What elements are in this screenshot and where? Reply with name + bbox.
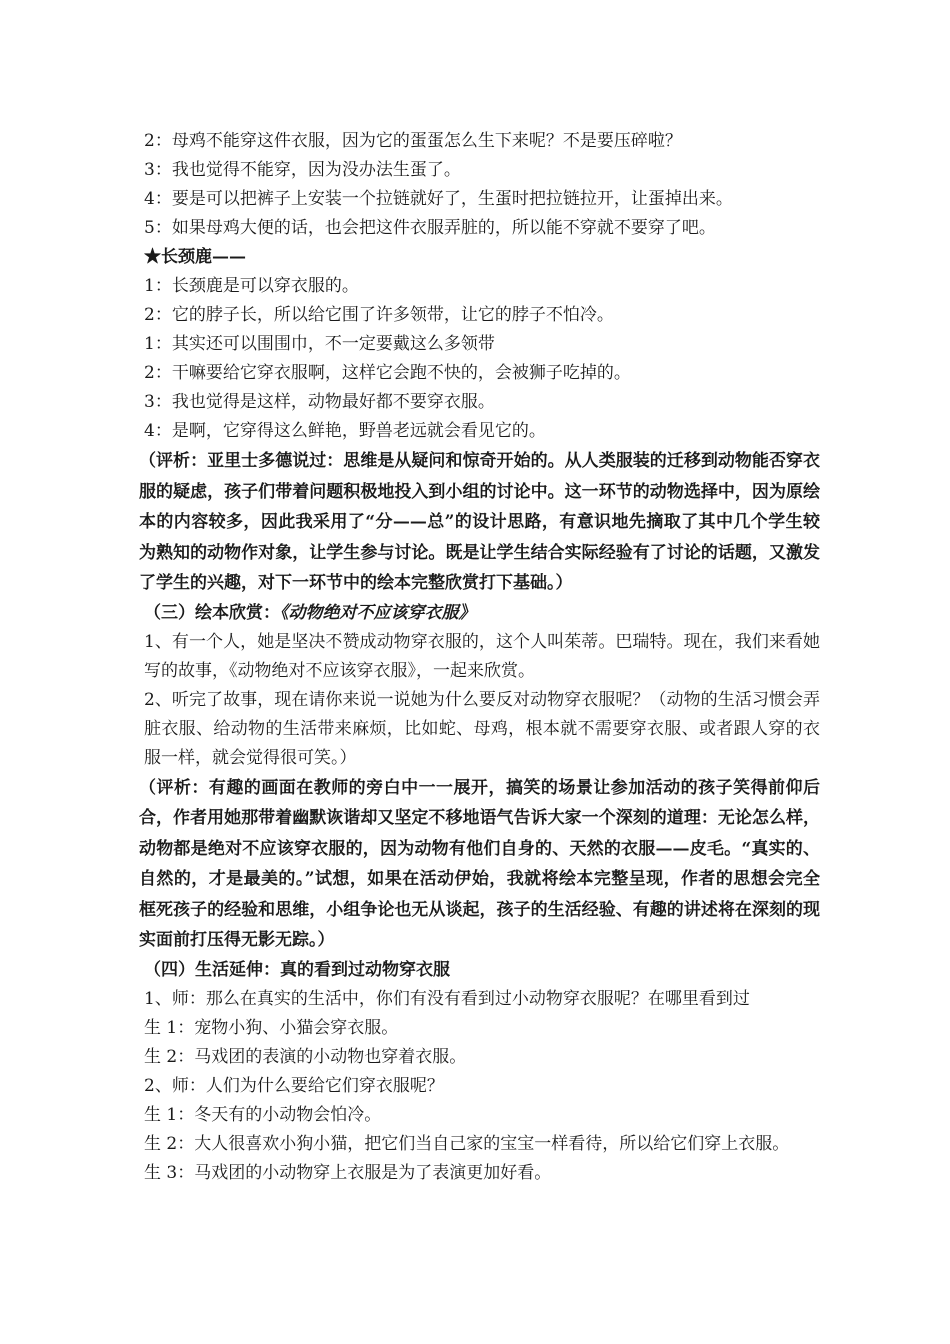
section-3-paragraph-1: 1、有一个人，她是坚决不赞成动物穿衣服的，这个人叫茱蒂。巴瑞特。现在，我们来看她写的故事，《动物绝对不应该穿衣服》，一起来欣赏。: [144, 631, 820, 681]
section-3-paragraph-2: 2、听完了故事，现在请你来说一说她为什么要反对动物穿衣服呢？（动物的生活习惯会弄脏衣服、给动物的生活带来麻烦，比如蛇、母鸡，根本就不需要穿衣服、或者跟人穿的衣服一样，就会觉得很可笑。）: [144, 689, 820, 768]
section-3-prefix: （三）绘本欣赏：: [144, 602, 280, 623]
life-line: 生 1：冬天有的小动物会怕冷。: [144, 1104, 382, 1125]
document-body: [139, 127, 820, 1188]
giraffe-line: 1：长颈鹿是可以穿衣服的。: [144, 276, 359, 296]
life-line: 1、师：那么在真实的生活中，你们有没有看到过小动物穿衣服呢？在哪里看到过: [144, 988, 750, 1009]
giraffe-line: 1：其实还可以围围巾，不一定要戴这么多领带: [144, 334, 495, 354]
hen-line-2: 2：母鸡不能穿这件衣服，因为它的蛋蛋怎么生下来呢？不是要压碎啦？: [144, 131, 682, 151]
giraffe-line: 2：干嘛要给它穿衣服啊，这样它会跑不快的，会被狮子吃掉的。: [144, 363, 631, 383]
section-3-book-title: 《动物绝对不应该穿衣服》: [280, 602, 476, 623]
life-line: 2、师：人们为什么要给它们穿衣服呢？: [144, 1075, 444, 1096]
life-line: 生 2：马戏团的表演的小动物也穿着衣服。: [144, 1046, 467, 1067]
life-paragraph: 生 2：大人很喜欢小狗小猫，把它们当自己家的宝宝一样看待，所以给它们穿上衣服。: [144, 1133, 790, 1154]
giraffe-line: 3：我也觉得是这样，动物最好都不要穿衣服。: [144, 392, 495, 412]
section-4-heading: （四）生活延伸：真的看到过动物穿衣服: [144, 959, 450, 980]
hen-line-5: 5：如果母鸡大便的话，也会把这件衣服弄脏的，所以能不穿就不要穿了吧。: [144, 218, 716, 238]
hen-line-4: 4：要是可以把裤子上安装一个拉链就好了，生蛋时把拉链拉开，让蛋掉出来。: [144, 189, 733, 209]
life-line-last: 生 3：马戏团的小动物穿上衣服是为了表演更加好看。: [144, 1162, 552, 1183]
section-3-heading: [144, 599, 820, 628]
giraffe-line: 2：它的脖子长，所以给它围了许多领带，让它的脖子不怕冷。: [144, 305, 614, 325]
hen-line-3: 3：我也觉得不能穿，因为没办法生蛋了。: [144, 160, 461, 180]
life-line: 生 1：宠物小狗、小猫会穿衣服。: [144, 1017, 399, 1038]
evaluation-paragraph-1: （评析：亚里士多德说过：思维是从疑问和惊奇开始的。从人类服装的迁移到动物能否穿衣服的疑虑，孩子们带着问题积极地投入到小组的讨论中。这一环节的动物选择中，因为原绘本的内容较多，因此我采用了“分——总”的设计思路，有意识地先摘取了其中几个学生较为熟知的动物作对象，让学生参与讨论。既是让学生结合实际经验有了讨论的话题，又激发了学生的兴趣，对下一环节中的绘本完整欣赏打下基础。）: [139, 451, 820, 593]
evaluation-paragraph-2: （评析：有趣的画面在教师的旁白中一一展开，搞笑的场景让参加活动的孩子笑得前仰后合，作者用她那带着幽默诙谐却又坚定不移地语气告诉大家一个深刻的道理：无论怎么样，动物都是绝对不应该穿衣服的，因为动物有他们自身的、天然的衣服——皮毛。“真实的、自然的，才是最美的。”试想，如果在活动伊始，我就将绘本完整呈现，作者的思想会完全框死孩子的经验和思维，小组争论也无从谈起，孩子的生活经验、有趣的讲述将在深刻的现实面前打压得无影无踪。）: [139, 777, 820, 950]
giraffe-line: 4：是啊，它穿得这么鲜艳，野兽老远就会看见它的。: [144, 421, 546, 441]
giraffe-heading: ★长颈鹿——: [144, 247, 246, 267]
